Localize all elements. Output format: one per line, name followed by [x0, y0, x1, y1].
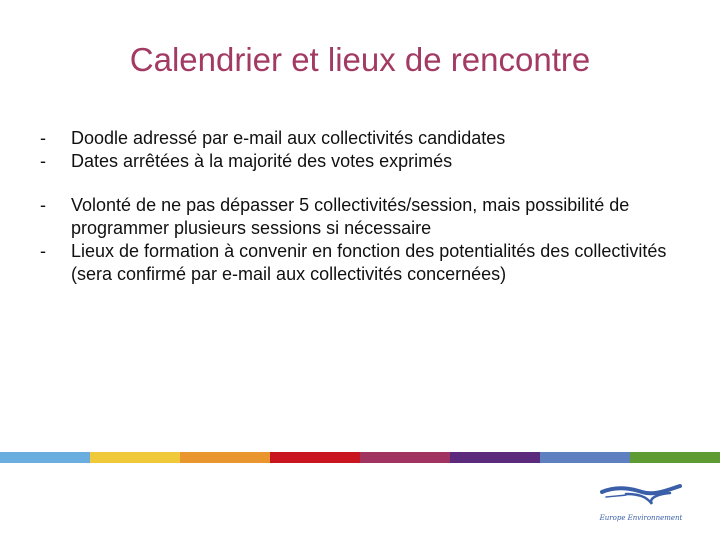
- bullet-text: Volonté de ne pas dépasser 5 collectivités/session, mais possibilité de programmer plusieurs sessions si nécessaire: [71, 195, 630, 238]
- color-band: [0, 452, 720, 463]
- color-band-segment: [180, 452, 270, 463]
- bullet-item: [40, 240, 680, 286]
- logo-text: Europe Environnement: [599, 514, 683, 522]
- color-band-segment: [270, 452, 360, 463]
- bullet-marker: -: [40, 151, 46, 171]
- footer-logo: [596, 480, 686, 528]
- color-band-segment: [540, 452, 630, 463]
- bullet-marker: -: [40, 241, 46, 261]
- wave-bird-logo-icon: [596, 480, 686, 512]
- bullet-list: [40, 127, 680, 286]
- bullet-marker: -: [40, 195, 46, 215]
- bullet-text: Dates arrêtées à la majorité des votes exprimés: [71, 151, 453, 171]
- bullet-marker: -: [40, 128, 46, 148]
- color-band-segment: [90, 452, 180, 463]
- bullet-text: Lieux de formation à convenir en fonction des potentialités des collectivités (sera confirmé par e-mail aux collectivités concernées): [71, 241, 667, 284]
- bullet-text: Doodle adressé par e-mail aux collectivités candidates: [71, 128, 506, 148]
- color-band-segment: [630, 452, 720, 463]
- color-band-segment: [450, 452, 540, 463]
- color-band-segment: [360, 452, 450, 463]
- bullet-item: [40, 194, 680, 240]
- bullet-item: [40, 150, 680, 173]
- bullet-item: [40, 127, 680, 150]
- color-band-segment: [0, 452, 90, 463]
- slide-title: Calendrier et lieux de rencontre: [129, 41, 591, 78]
